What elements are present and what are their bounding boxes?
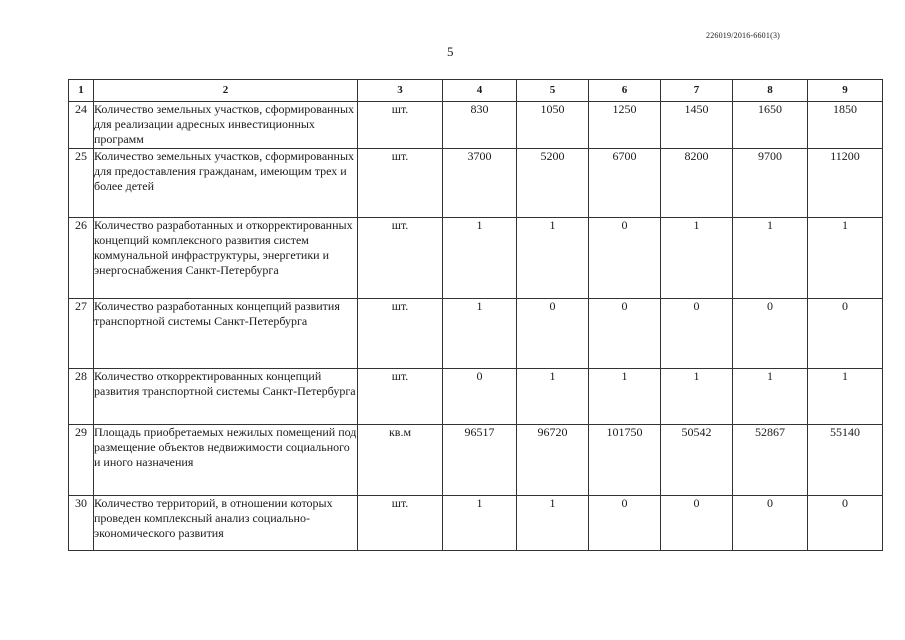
value-cell: 0	[589, 299, 661, 369]
indicator-name: Количество откорректированных концепций развития транспортной системы Санкт-Петербурга	[94, 369, 358, 425]
value-cell: 1	[661, 369, 733, 425]
indicator-name: Количество территорий, в отношении которых проведен комплексный анализ социально-экономического развития	[94, 496, 358, 551]
value-cell: 1050	[517, 102, 589, 149]
row-number: 28	[69, 369, 94, 425]
unit-cell: кв.м	[358, 425, 443, 496]
table-row	[69, 299, 883, 369]
value-cell: 50542	[661, 425, 733, 496]
header-cell-5: 5	[517, 80, 589, 102]
value-cell: 0	[443, 369, 517, 425]
row-number: 27	[69, 299, 94, 369]
value-cell: 0	[808, 496, 883, 551]
header-cell-2: 2	[94, 80, 358, 102]
page-number: 5	[447, 44, 454, 59]
value-cell: 101750	[589, 425, 661, 496]
value-cell: 0	[661, 496, 733, 551]
value-cell: 5200	[517, 149, 589, 218]
value-cell: 0	[589, 496, 661, 551]
value-cell: 1850	[808, 102, 883, 149]
value-cell: 1	[517, 369, 589, 425]
value-cell: 1	[517, 496, 589, 551]
indicator-name: Количество разработанных концепций развития транспортной системы Санкт-Петербурга	[94, 299, 358, 369]
header-cell-7: 7	[661, 80, 733, 102]
unit-cell: шт.	[358, 102, 443, 149]
value-cell: 1	[517, 218, 589, 299]
table-row	[69, 425, 883, 496]
unit-cell: шт.	[358, 218, 443, 299]
value-cell: 96720	[517, 425, 589, 496]
value-cell: 1450	[661, 102, 733, 149]
row-number: 24	[69, 102, 94, 149]
table-row	[69, 102, 883, 149]
indicator-name: Количество земельных участков, сформированных для реализации адресных инвестиционных программ	[94, 102, 358, 149]
value-cell: 0	[733, 299, 808, 369]
value-cell: 6700	[589, 149, 661, 218]
value-cell: 55140	[808, 425, 883, 496]
value-cell: 96517	[443, 425, 517, 496]
value-cell: 9700	[733, 149, 808, 218]
header-cell-9: 9	[808, 80, 883, 102]
row-number: 30	[69, 496, 94, 551]
value-cell: 1	[443, 218, 517, 299]
value-cell: 8200	[661, 149, 733, 218]
value-cell: 1	[733, 218, 808, 299]
value-cell: 11200	[808, 149, 883, 218]
row-number: 26	[69, 218, 94, 299]
table-row	[69, 218, 883, 299]
table-header-row	[69, 80, 883, 102]
indicator-name: Площадь приобретаемых нежилых помещений под размещение объектов недвижимости социального и иного назначения	[94, 425, 358, 496]
header-cell-3: 3	[358, 80, 443, 102]
value-cell: 1	[443, 496, 517, 551]
unit-cell: шт.	[358, 369, 443, 425]
value-cell: 3700	[443, 149, 517, 218]
header-cell-8: 8	[733, 80, 808, 102]
value-cell: 1	[443, 299, 517, 369]
value-cell: 1650	[733, 102, 808, 149]
row-number: 25	[69, 149, 94, 218]
value-cell: 1	[589, 369, 661, 425]
value-cell: 0	[589, 218, 661, 299]
value-cell: 1250	[589, 102, 661, 149]
indicators-table	[68, 79, 883, 551]
row-number: 29	[69, 425, 94, 496]
value-cell: 1	[661, 218, 733, 299]
document-id: 226019/2016-6601(3)	[706, 31, 781, 40]
value-cell: 0	[517, 299, 589, 369]
value-cell: 0	[661, 299, 733, 369]
value-cell: 52867	[733, 425, 808, 496]
indicator-name: Количество разработанных и откорректированных концепций комплексного развития систем коммунальной инфраструктуры, энергетики и энергоснабжения Санкт-Петербурга	[94, 218, 358, 299]
indicator-name: Количество земельных участков, сформированных для предоставления гражданам, имеющим трех и более детей	[94, 149, 358, 218]
unit-cell: шт.	[358, 299, 443, 369]
value-cell: 830	[443, 102, 517, 149]
header-cell-6: 6	[589, 80, 661, 102]
table-row	[69, 369, 883, 425]
table-row	[69, 149, 883, 218]
value-cell: 1	[808, 369, 883, 425]
value-cell: 0	[808, 299, 883, 369]
unit-cell: шт.	[358, 496, 443, 551]
value-cell: 0	[733, 496, 808, 551]
value-cell: 1	[808, 218, 883, 299]
value-cell: 1	[733, 369, 808, 425]
unit-cell: шт.	[358, 149, 443, 218]
header-cell-4: 4	[443, 80, 517, 102]
header-cell-1: 1	[69, 80, 94, 102]
table-row	[69, 496, 883, 551]
